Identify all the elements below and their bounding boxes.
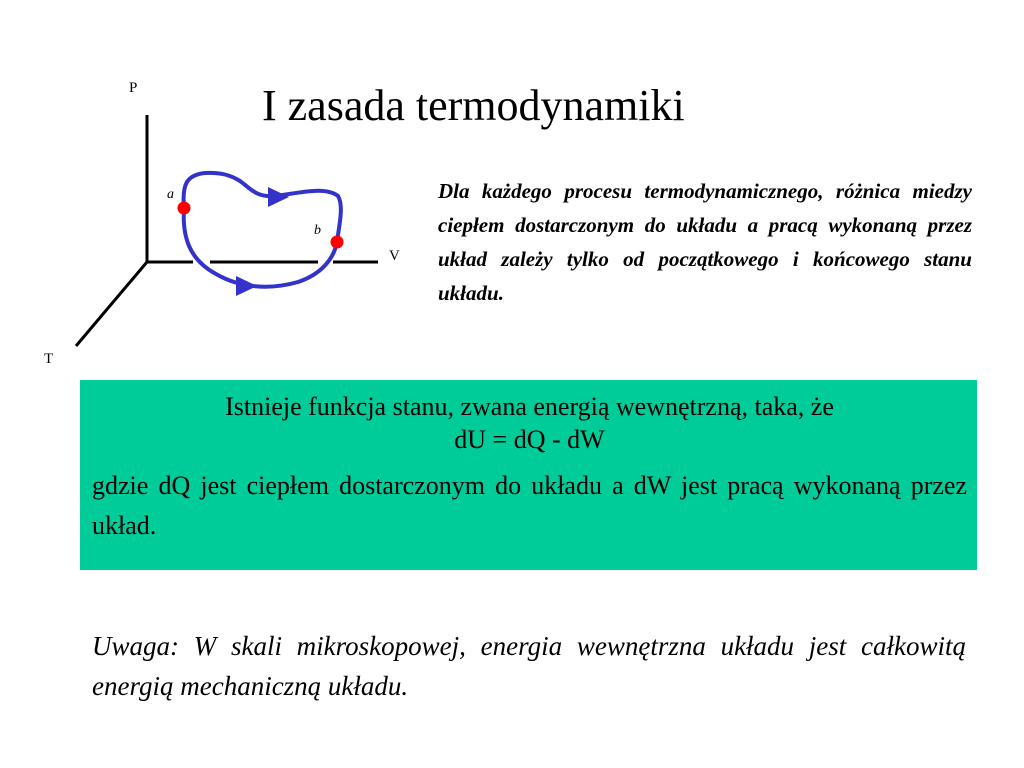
point-b	[331, 236, 344, 249]
first-law-formula: dU = dQ - dW	[454, 425, 605, 454]
point-a-label: a	[167, 187, 174, 202]
slide-title: I zasada termodynamiki	[262, 81, 685, 130]
point-b-label: b	[314, 223, 321, 238]
energy-definition-box	[80, 380, 977, 570]
definition-line: Istnieje funkcja stanu, zwana energią wewnętrzną, taka, że	[225, 392, 834, 421]
law-description: Dla każdego procesu termodynamicznego, różnica miedzy ciepłem dostarczonym do układu a pracą wykonaną przez układ zależy tylko od początkowego i końcowego stanu układu.	[438, 179, 972, 305]
p-axis-label: P	[129, 80, 138, 96]
t-axis	[76, 262, 147, 346]
lower-process-path	[184, 208, 337, 287]
t-axis-label: T	[44, 351, 54, 367]
microscopic-note: Uwaga: W skali mikroskopowej, energia wewnętrzna układu jest całkowitą energią mechaniczną układu.	[92, 631, 966, 701]
arrow-right-icon	[268, 187, 289, 207]
point-a	[178, 202, 191, 215]
formula-explanation: gdzie dQ jest ciepłem dostarczonym do układu a dW jest pracą wykonaną przez układ.	[92, 471, 967, 540]
arrow-right-icon	[236, 276, 257, 296]
v-axis-label: V	[389, 248, 400, 264]
